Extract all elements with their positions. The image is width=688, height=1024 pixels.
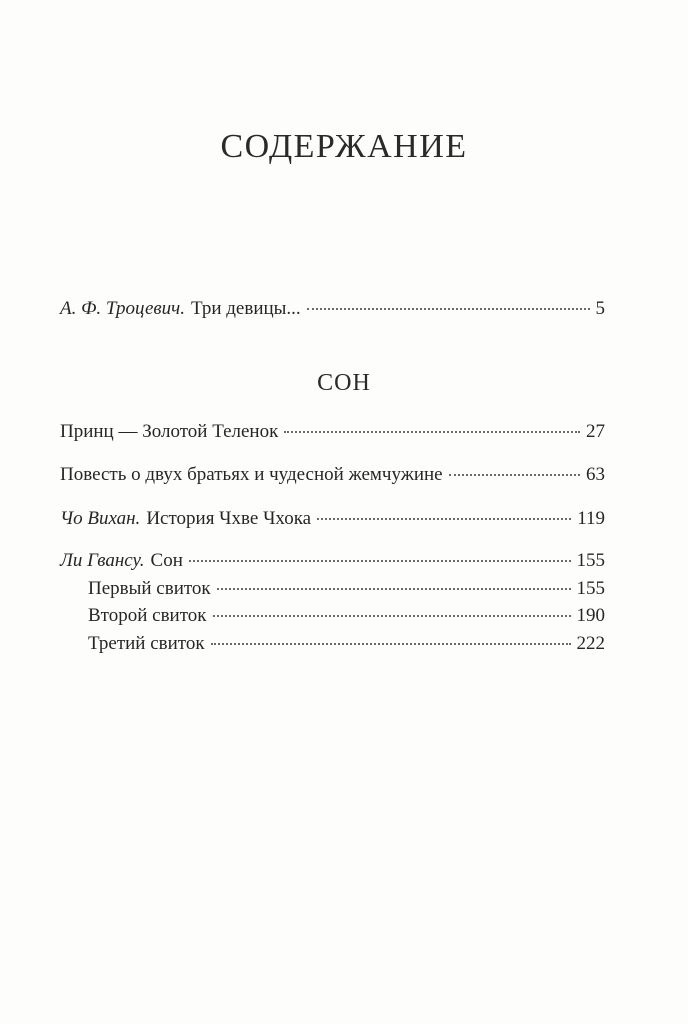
dot-leader	[217, 588, 571, 590]
dot-leader	[189, 560, 571, 562]
toc-subentry	[88, 577, 605, 601]
dot-leader	[284, 431, 580, 433]
toc-entry	[60, 463, 605, 487]
dot-leader	[307, 308, 590, 310]
dot-leader	[317, 518, 571, 520]
toc-entry-author: А. Ф. Троцевич.	[60, 298, 185, 319]
toc-entry-title: Принц — Золотой Теленок	[60, 421, 279, 442]
toc-subentry-title: Третий свиток	[88, 633, 205, 654]
toc-entry-title: История Чхве Чхока	[146, 508, 312, 529]
toc-subentry-title: Первый свиток	[88, 578, 211, 599]
dot-leader	[211, 643, 571, 645]
dot-leader	[449, 474, 580, 476]
toc-subentry	[88, 632, 605, 656]
toc-entry-author: Ли Гвансу.	[60, 550, 145, 571]
toc-entry-title: Сон	[150, 550, 183, 571]
toc-entry-intro	[60, 297, 605, 321]
toc-entry-author: Чо Вихан.	[60, 508, 141, 529]
toc-entry	[60, 420, 605, 444]
toc-entry	[60, 549, 605, 573]
toc-subentry-title: Второй свиток	[88, 605, 207, 626]
toc-subentry-page: 190	[576, 605, 605, 626]
dot-leader	[213, 615, 571, 617]
page-title: СОДЕРЖАНИЕ	[220, 128, 468, 165]
toc-subentry	[88, 604, 605, 628]
section-heading: СОН	[317, 370, 371, 396]
toc-entry-page: 5	[595, 298, 605, 319]
toc-entry-page: 27	[586, 421, 605, 442]
toc-entry-title: Повесть о двух братьях и чудесной жемчужине	[60, 464, 443, 485]
toc-entry-title: Три девицы...	[190, 298, 301, 319]
toc-subentry-page: 222	[576, 633, 605, 654]
toc-entry-page: 63	[586, 464, 605, 485]
toc-entry-page: 119	[577, 508, 605, 529]
toc-entry	[60, 507, 605, 531]
toc-entry-page: 155	[576, 550, 605, 571]
toc-subentry-page: 155	[576, 578, 605, 599]
